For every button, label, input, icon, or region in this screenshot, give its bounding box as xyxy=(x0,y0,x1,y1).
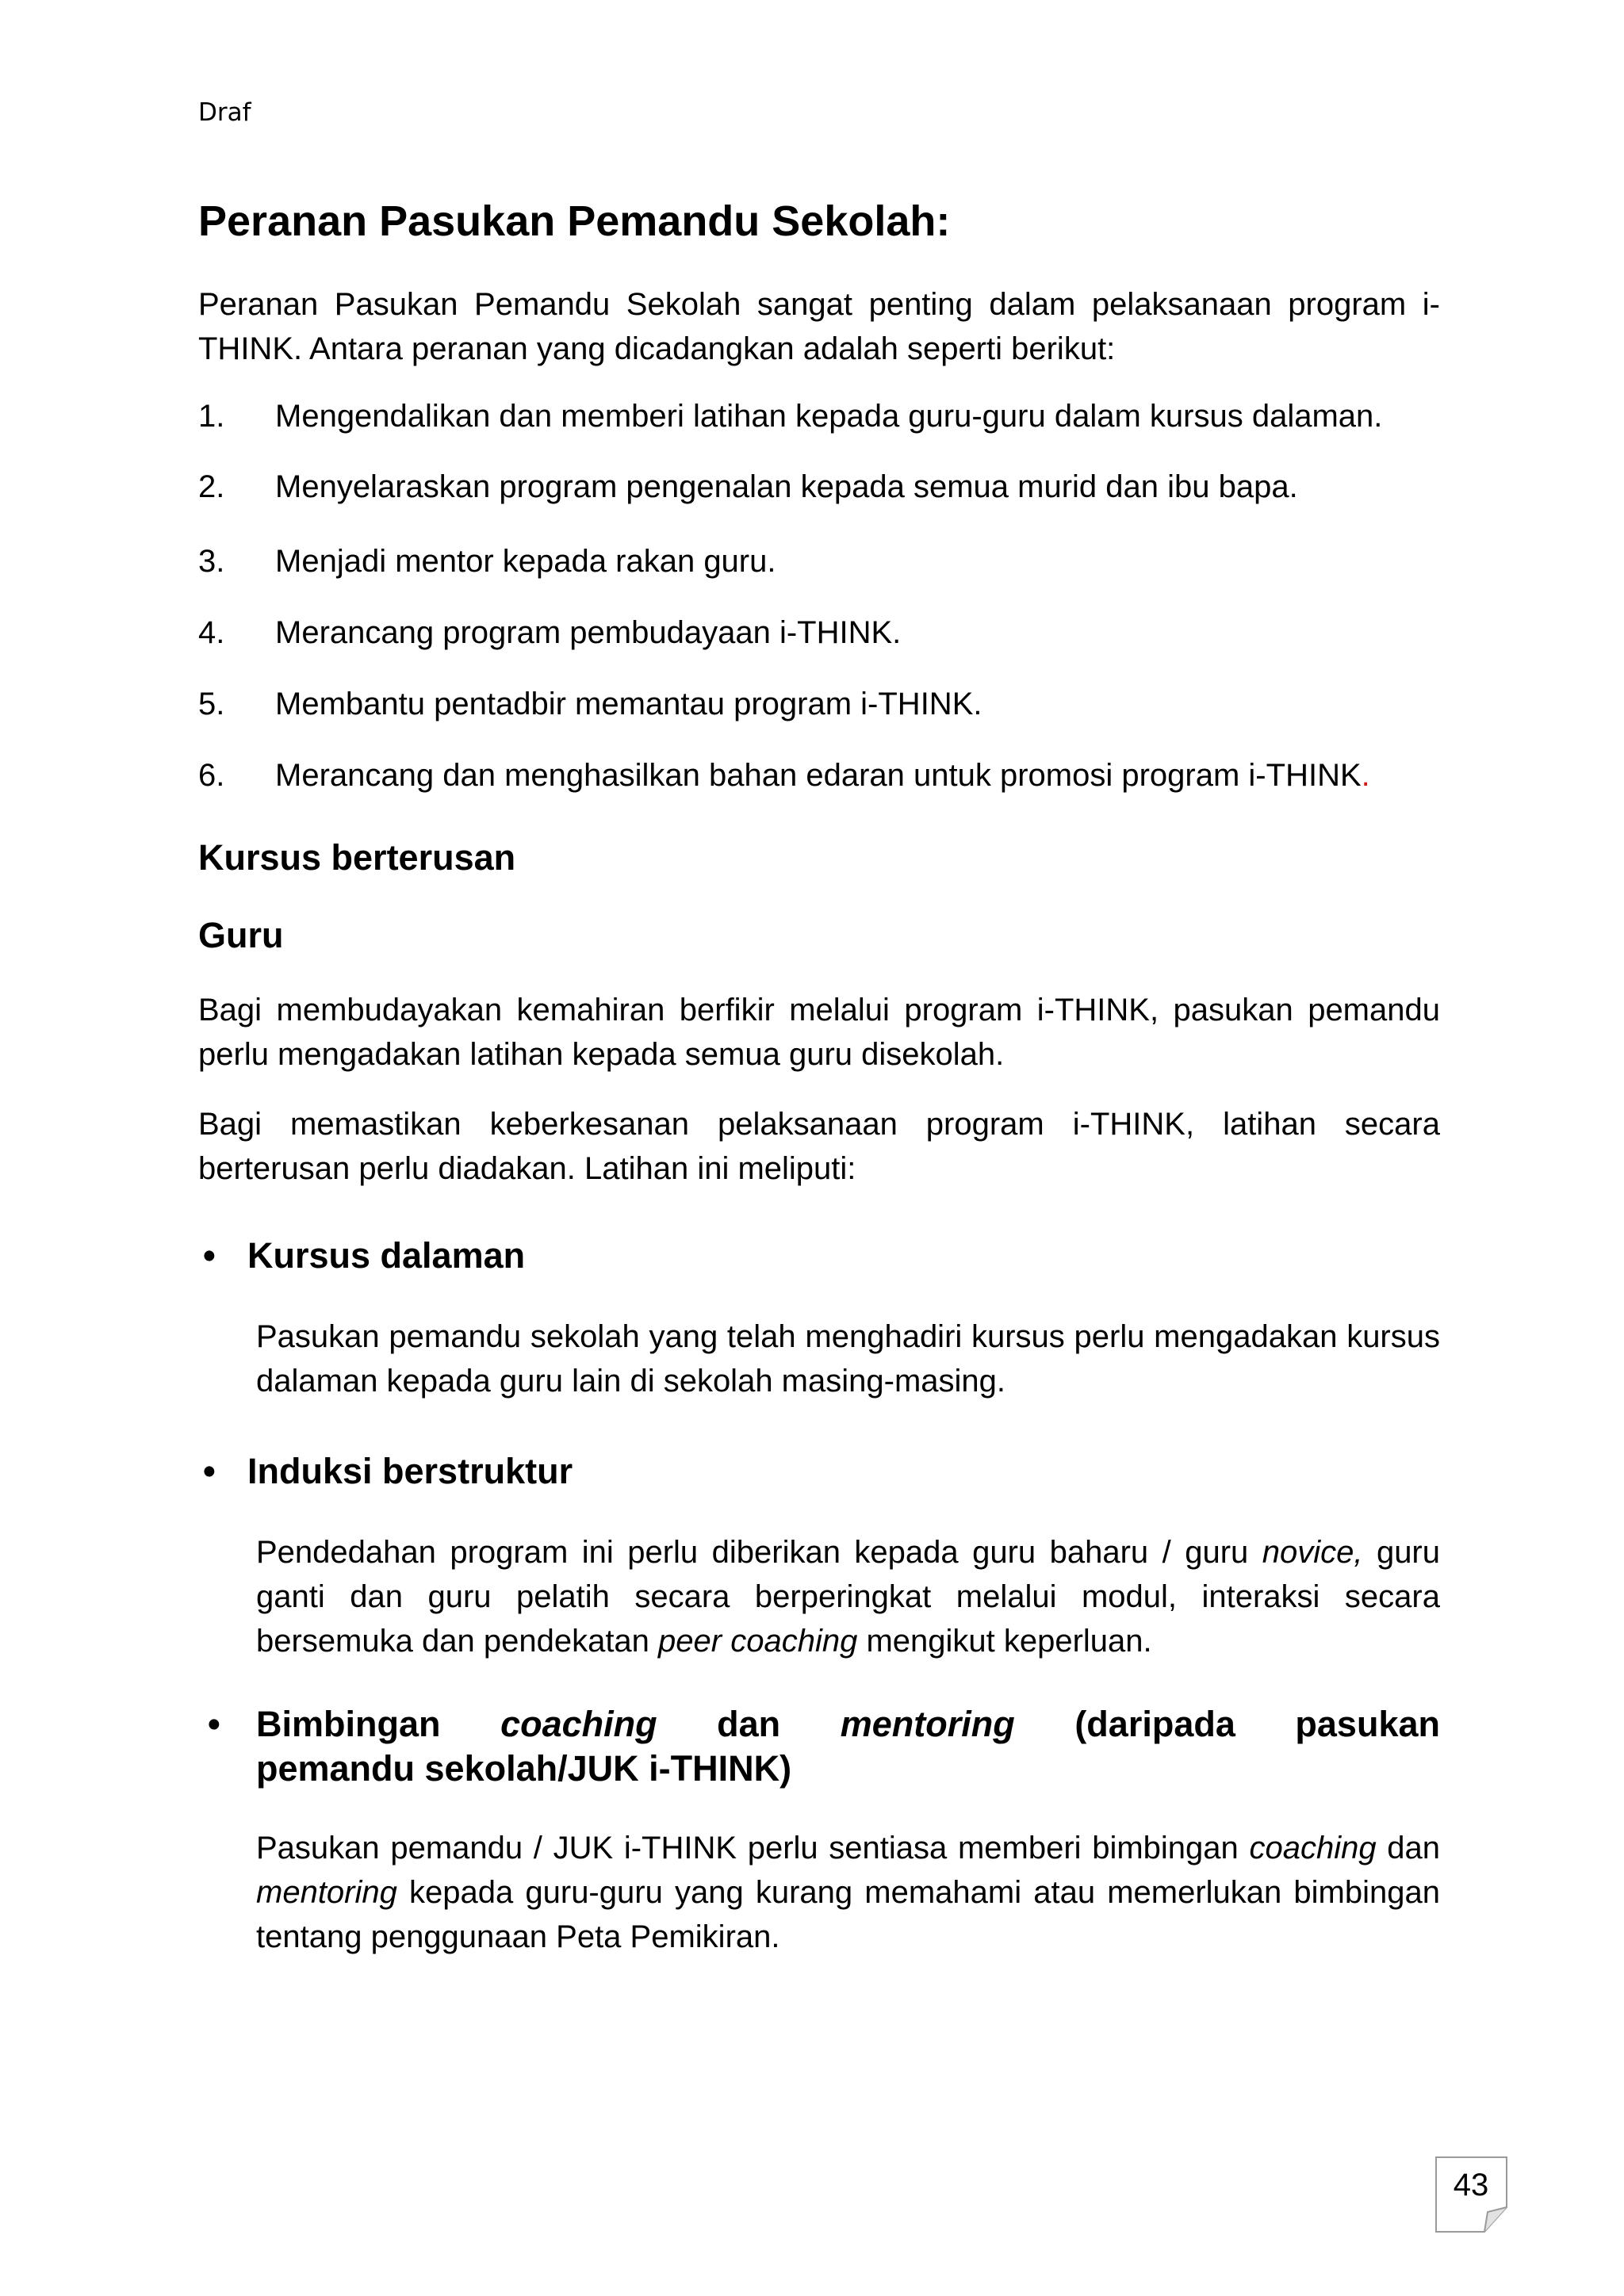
red-period: . xyxy=(1361,758,1370,793)
role-number: 1. xyxy=(198,399,225,434)
page-title: Peranan Pasukan Pemandu Sekolah: xyxy=(198,197,951,245)
role-number: 4. xyxy=(198,615,225,650)
page-number: 43 xyxy=(1453,2168,1489,2202)
page-number-box xyxy=(1435,2156,1515,2233)
role-text: Menyelaraskan program pengenalan kepada semua murid dan ibu bapa. xyxy=(275,469,1298,504)
role-number: 2. xyxy=(198,469,225,504)
italic-peer-coaching: peer coaching xyxy=(658,1624,858,1659)
bullet-paragraph-1: Pasukan pemandu sekolah yang telah menghadiri kursus perlu mengadakan kursus dalaman kepada guru lain di sekolah masing-masing. xyxy=(256,1319,1440,1399)
bullet-icon: • xyxy=(203,1451,216,1491)
role-number: 6. xyxy=(198,758,225,793)
paragraph-2: Bagi memastikan keberkesanan pelaksanaan program i-THINK, latihan secara berterusan perlu diadakan. Latihan ini meliputi: xyxy=(198,1107,1440,1186)
bullet-paragraph-3: Pasukan pemandu / JUK i-THINK perlu sentiasa memberi bimbingan coaching dan mentoring kepada guru-guru yang kurang memahami atau memerlukan bimbingan tentang penggunaan Peta Pemikiran. xyxy=(256,1831,1441,1954)
role-text: Merancang dan menghasilkan bahan edaran untuk promosi program i-THINK. xyxy=(275,758,1370,793)
italic-novice: novice, xyxy=(1262,1535,1363,1570)
bullet-title: Induksi berstruktur xyxy=(247,1451,573,1491)
bullet-icon: • xyxy=(208,1704,220,1744)
intro-paragraph: Peranan Pasukan Pemandu Sekolah sangat penting dalam pelaksanaan program i-THINK. Antara peranan yang dicadangkan adalah seperti berikut: xyxy=(198,287,1440,366)
paragraph-1: Bagi membudayakan kemahiran berfikir melalui program i-THINK, pasukan pemandu perlu mengadakan latihan kepada semua guru disekolah. xyxy=(198,993,1440,1072)
role-text: Merancang program pembudayaan i-THINK. xyxy=(275,615,902,650)
role-text: Mengendalikan dan memberi latihan kepada guru-guru dalam kursus dalaman. xyxy=(275,399,1383,434)
bullet-icon: • xyxy=(203,1235,216,1276)
role-number: 5. xyxy=(198,687,225,721)
section-heading: Kursus berterusan xyxy=(198,837,516,878)
role-number: 3. xyxy=(198,544,225,579)
draft-label: Draf xyxy=(198,98,251,127)
role-text: Membantu pentadbir memantau program i-THINK. xyxy=(275,687,982,721)
subheading-guru: Guru xyxy=(198,915,284,955)
bullet-paragraph-2: Pendedahan program ini perlu diberikan kepada guru baharu / guru novice, guru ganti dan guru pelatih secara berperingkat melalui modul, interaksi secara bersemuka dan pendekatan peer coaching mengikut keperluan. xyxy=(256,1535,1441,1659)
role-text: Menjadi mentor kepada rakan guru. xyxy=(275,544,776,579)
bullet-title: Kursus dalaman xyxy=(247,1235,526,1276)
